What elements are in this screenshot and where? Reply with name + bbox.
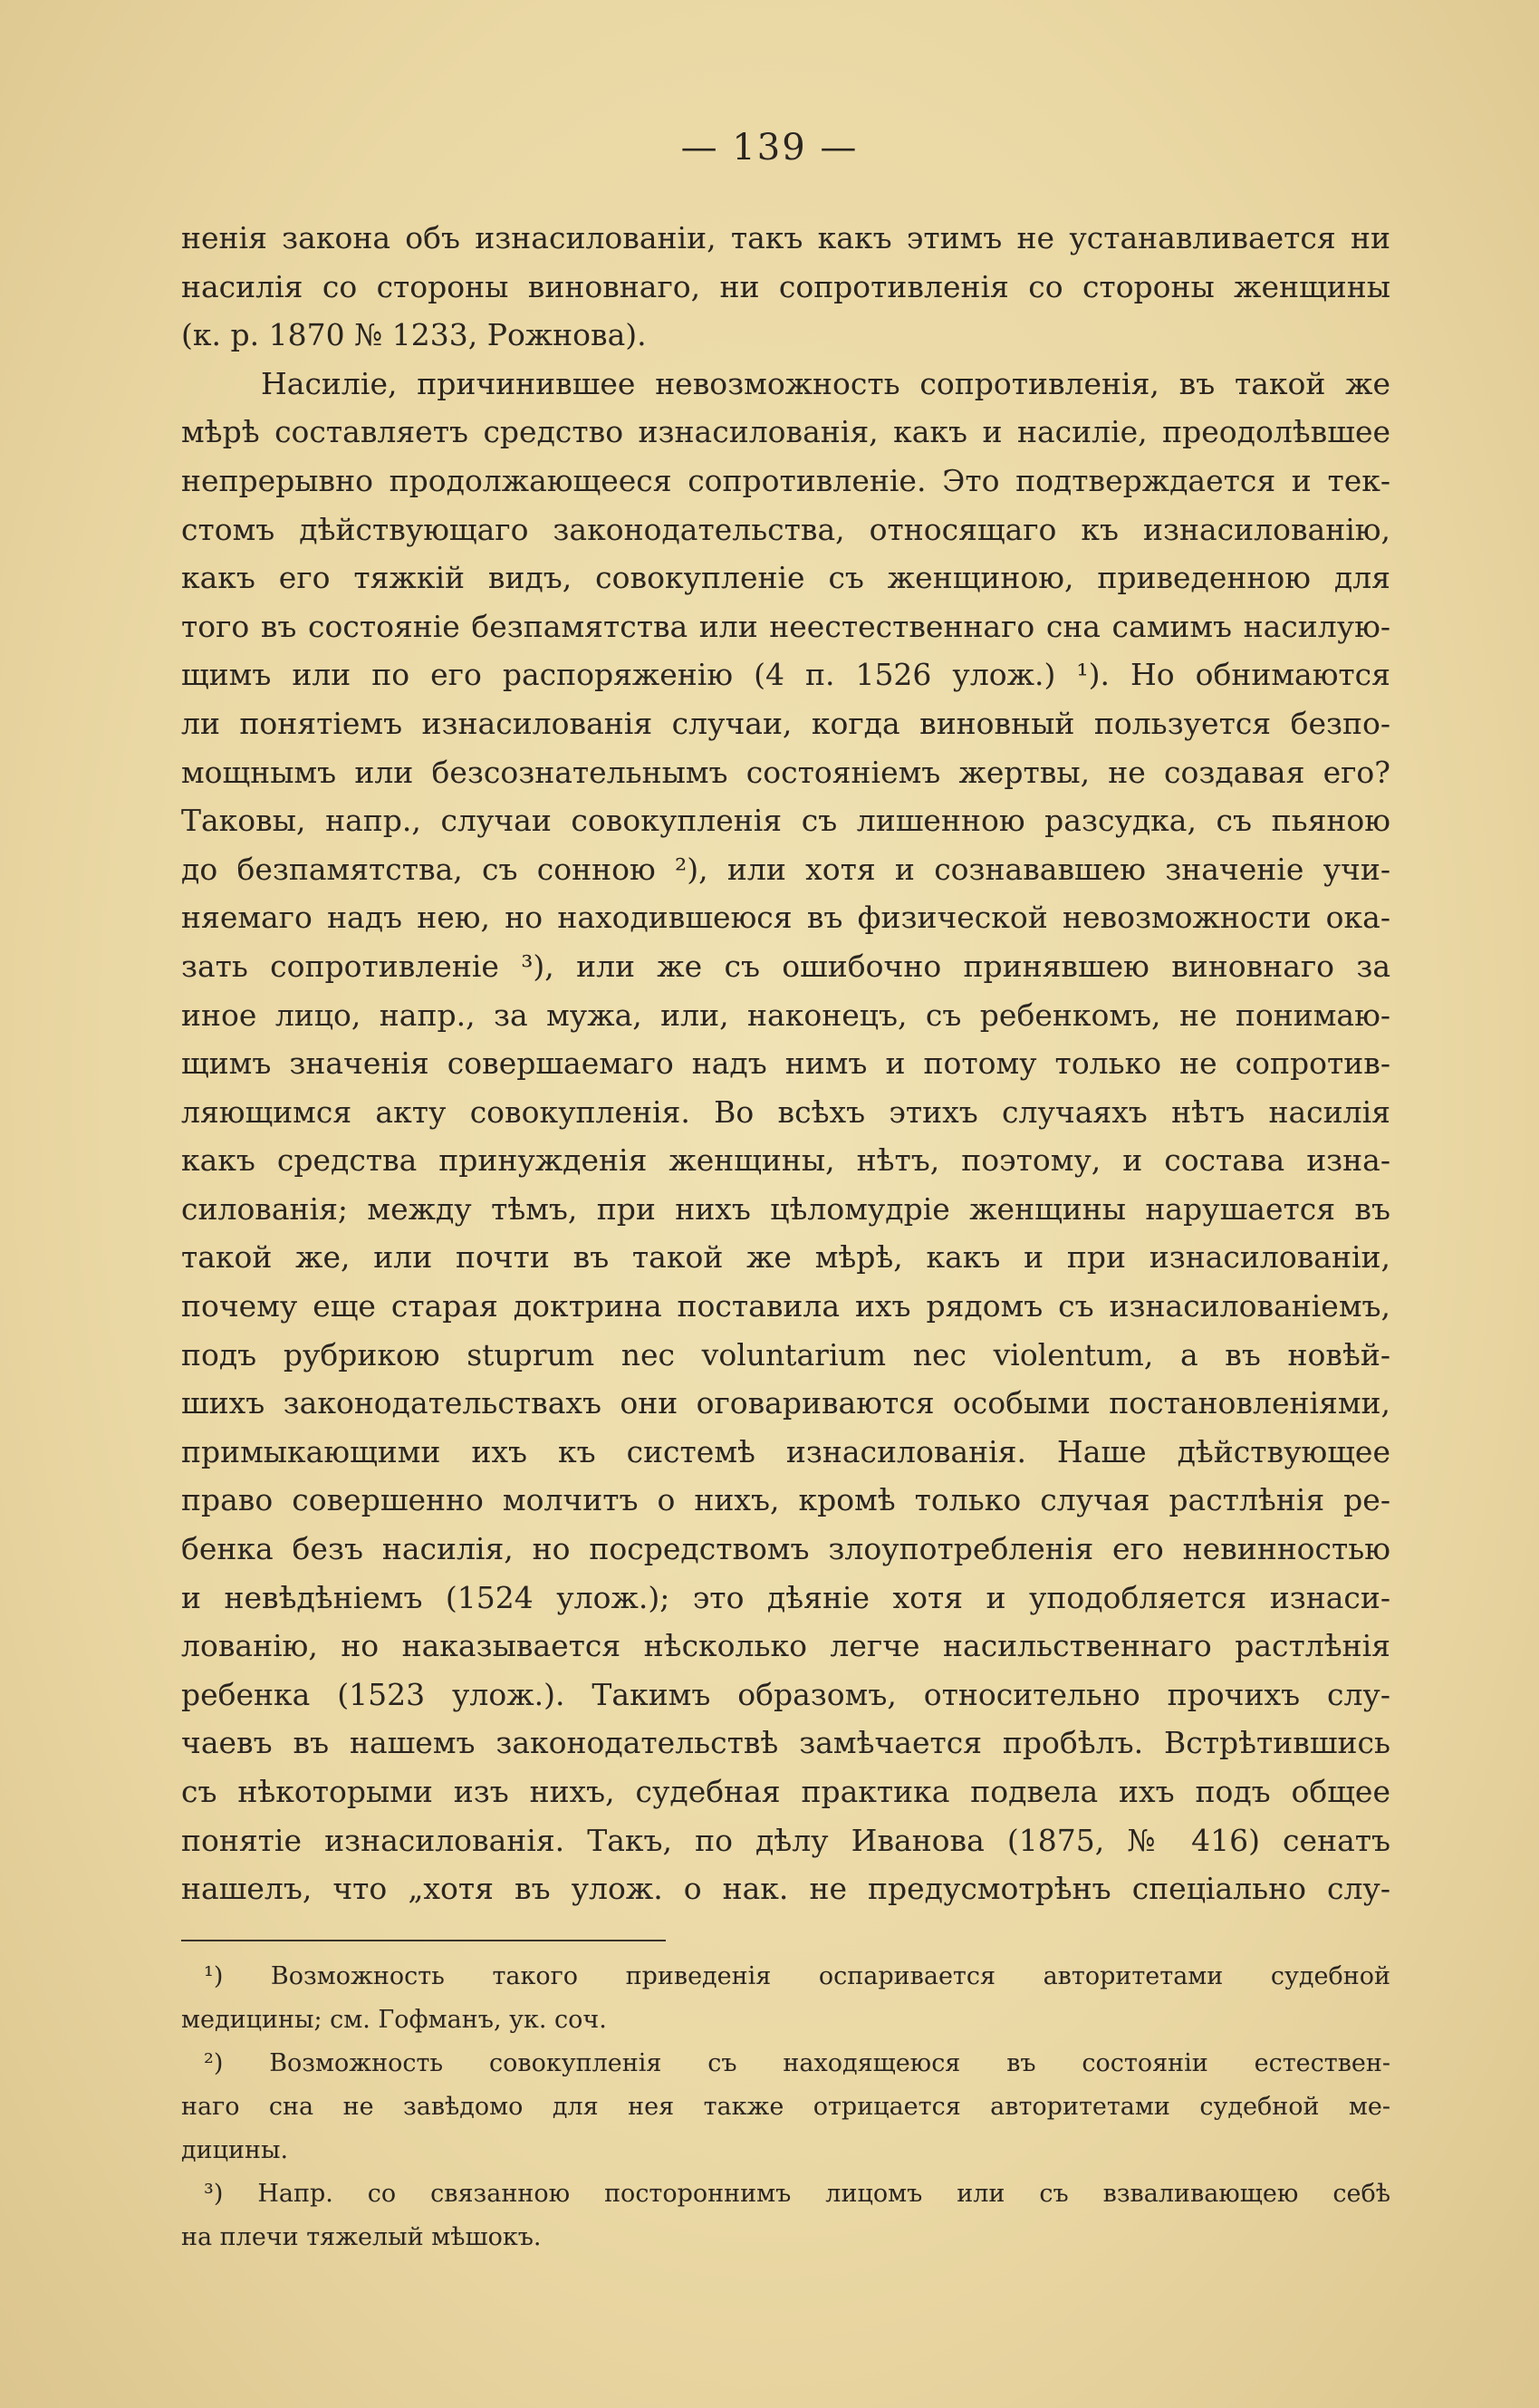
body-line: насилія со стороны виновнаго, ни сопротивленія со стороны женщины bbox=[181, 268, 1390, 304]
body-line: право совершенно молчитъ о нихъ, кромѣ только случая растлѣнія ре- bbox=[181, 1482, 1390, 1518]
body-line: чаевъ въ нашемъ законодательствѣ замѣчается пробѣлъ. Встрѣтившись bbox=[181, 1725, 1390, 1761]
body-line: мощнымъ или безсознательнымъ состояніемъ жертвы, не создавая его? bbox=[181, 754, 1390, 790]
body-text bbox=[181, 214, 1390, 1913]
footnotes bbox=[181, 1955, 1390, 2259]
page-number: — 139 — bbox=[680, 127, 859, 169]
body-line: такой же, или почти въ такой же мѣрѣ, какъ и при изнасилованіи, bbox=[181, 1239, 1390, 1276]
body-line: мѣрѣ составляетъ средство изнасилованія, какъ и насиліе, преодолѣвшее bbox=[181, 414, 1390, 450]
footnote-line: ¹) Возможность такого приведенія оспаривается авторитетами судебной bbox=[204, 1962, 1390, 1990]
body-line: нашелъ, что „хотя въ улож. о нак. не предусмотрѣнъ спеціально слу- bbox=[181, 1871, 1390, 1907]
footnote-line: на плечи тяжелый мѣшокъ. bbox=[181, 2223, 542, 2251]
body-line: зать сопротивленіе ³), или же съ ошибочно принявшею виновнаго за bbox=[181, 948, 1390, 984]
body-line: няемаго надъ нею, но находившеюся въ физической невозможности ока- bbox=[181, 900, 1390, 936]
body-line: бенка безъ насилія, но посредствомъ злоупотребленія его невинностью bbox=[181, 1531, 1390, 1567]
body-line: какъ его тяжкій видъ, совокупленіе съ женщиною, приведенною для bbox=[181, 560, 1390, 596]
body-line: шихъ законодательствахъ они оговариваются особыми постановленіями, bbox=[181, 1385, 1390, 1421]
body-line: и невѣдѣніемъ (1524 улож.); это дѣяніе хотя и уподобляется изнаси- bbox=[181, 1579, 1390, 1615]
footnote-line: наго сна не завѣдомо для нея также отрицается авторитетами судебной ме- bbox=[181, 2093, 1390, 2121]
body-line: стомъ дѣйствующаго законодательства, относящаго къ изнасилованію, bbox=[181, 511, 1390, 547]
body-line: силованія; между тѣмъ, при нихъ цѣломудріе женщины нарушается въ bbox=[181, 1190, 1390, 1227]
body-line: щимъ значенія совершаемаго надъ нимъ и потому только не сопротив- bbox=[181, 1045, 1390, 1082]
footnote-line: медицины; см. Гофманъ, ук. соч. bbox=[181, 2006, 607, 2034]
body-line: ненія закона объ изнасилованіи, такъ какъ этимъ не устанавливается ни bbox=[181, 220, 1390, 255]
body-line: того въ состояніе безпамятства или неестественнаго сна самимъ насилую- bbox=[181, 608, 1390, 644]
body-line: Таковы, напр., случаи совокупленія съ лишенною разсудка, съ пьяною bbox=[181, 803, 1390, 839]
body-line: примыкающими ихъ къ системѣ изнасилованія. Наше дѣйствующее bbox=[181, 1433, 1390, 1469]
body-line: Насиліе, причинившее невозможность сопротивленія, въ такой же bbox=[261, 365, 1390, 401]
body-line: ребенка (1523 улож.). Такимъ образомъ, относительно прочихъ слу- bbox=[181, 1676, 1390, 1712]
body-line: лованію, но наказывается нѣсколько легче насильственнаго растлѣнія bbox=[181, 1628, 1390, 1664]
footnote-line: дицины. bbox=[181, 2136, 289, 2164]
body-line: понятіе изнасилованія. Такъ, по дѣлу Иванова (1875, № 416) сенатъ bbox=[181, 1822, 1390, 1858]
body-line: почему еще старая доктрина поставила ихъ рядомъ съ изнасилованіемъ, bbox=[181, 1288, 1390, 1324]
footnote-divider bbox=[181, 1940, 666, 1941]
footnote-line: ²) Возможность совокупленія съ находящеюся въ состояніи естествен- bbox=[204, 2049, 1390, 2077]
body-line: непрерывно продолжающееся сопротивленіе. Это подтверждается и тек- bbox=[181, 462, 1390, 498]
footnote-line: ³) Напр. со связанною постороннимъ лицомъ или съ взваливающею себѣ bbox=[204, 2180, 1390, 2208]
body-line: ли понятіемъ изнасилованія случаи, когда виновный пользуется безпо- bbox=[181, 705, 1390, 741]
body-line: щимъ или по его распоряженію (4 п. 1526 улож.) ¹). Но обнимаются bbox=[181, 657, 1390, 693]
body-line: подъ рубрикою stuprum nec voluntarium nec violentum, а въ новѣй- bbox=[181, 1336, 1390, 1373]
body-line: иное лицо, напр., за мужа, или, наконецъ, съ ребенкомъ, не понимаю- bbox=[181, 997, 1390, 1033]
body-line: съ нѣкоторыми изъ нихъ, судебная практика подвела ихъ подъ общее bbox=[181, 1774, 1390, 1809]
body-line: ляющимся акту совокупленія. Во всѣхъ этихъ случаяхъ нѣтъ насилія bbox=[181, 1093, 1390, 1130]
body-line: (к. р. 1870 № 1233, Рожнова). bbox=[181, 317, 647, 353]
body-line: до безпамятства, съ сонною ²), или хотя и сознававшею значеніе учи- bbox=[181, 851, 1390, 887]
body-line: какъ средства принужденія женщины, нѣтъ, поэтому, и состава изна- bbox=[181, 1142, 1390, 1179]
